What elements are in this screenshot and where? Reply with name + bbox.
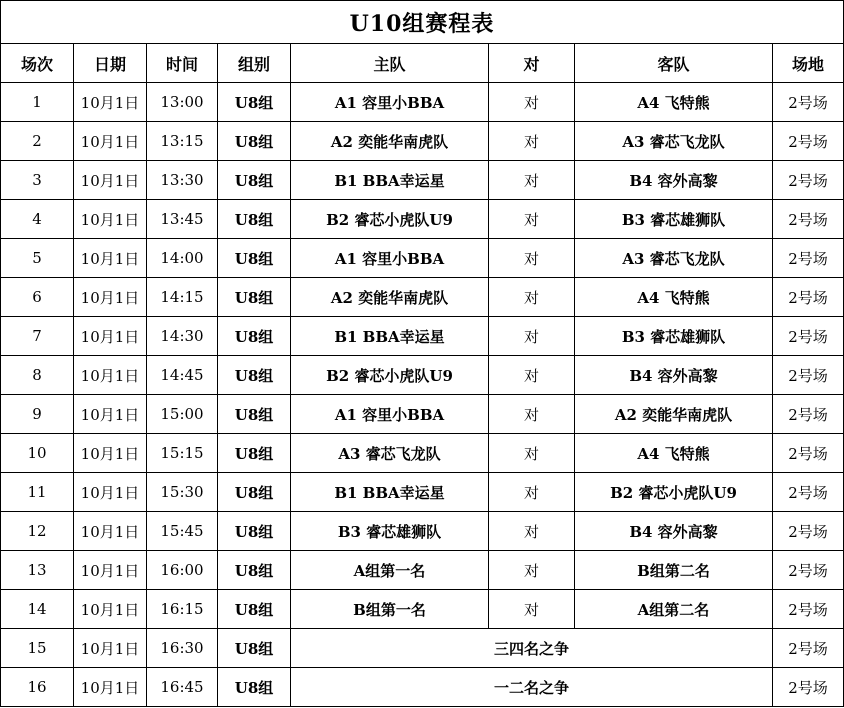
time-cell: 16:00	[147, 551, 218, 590]
away-team-cell: B组第二名	[575, 551, 773, 590]
time-cell: 15:30	[147, 473, 218, 512]
match-no-cell: 16	[1, 668, 74, 707]
vs-cell: 对	[489, 317, 575, 356]
group-cell: U8组	[218, 239, 291, 278]
venue-cell: 2号场	[773, 512, 844, 551]
away-team-cell: A3 睿芯飞龙队	[575, 122, 773, 161]
table-row	[1, 434, 844, 473]
vs-cell: 对	[489, 122, 575, 161]
away-team-cell: B2 睿芯小虎队U9	[575, 473, 773, 512]
match-no-cell: 10	[1, 434, 74, 473]
vs-cell: 对	[489, 395, 575, 434]
match-no-cell: 4	[1, 200, 74, 239]
vs-cell: 对	[489, 356, 575, 395]
table-row	[1, 317, 844, 356]
time-cell: 14:45	[147, 356, 218, 395]
venue-cell: 2号场	[773, 473, 844, 512]
venue-cell: 2号场	[773, 122, 844, 161]
away-team-cell: A4 飞特熊	[575, 278, 773, 317]
date-cell: 10月1日	[74, 590, 147, 629]
table-row	[1, 668, 844, 707]
match-no-cell: 14	[1, 590, 74, 629]
vs-cell: 对	[489, 473, 575, 512]
date-cell: 10月1日	[74, 278, 147, 317]
away-team-cell: A2 奕能华南虎队	[575, 395, 773, 434]
home-team-cell: B1 BBA幸运星	[291, 473, 489, 512]
time-cell: 13:00	[147, 83, 218, 122]
vs-cell: 对	[489, 551, 575, 590]
vs-cell: 对	[489, 161, 575, 200]
time-cell: 15:45	[147, 512, 218, 551]
table-row	[1, 278, 844, 317]
home-team-cell: A3 睿芯飞龙队	[291, 434, 489, 473]
header-away-team: 客队	[575, 44, 773, 83]
venue-cell: 2号场	[773, 83, 844, 122]
header-venue: 场地	[773, 44, 844, 83]
home-team-cell: A1 容里小BBA	[291, 395, 489, 434]
match-description-cell: 三四名之争	[291, 629, 773, 668]
home-team-cell: B1 BBA幸运星	[291, 317, 489, 356]
time-cell: 16:30	[147, 629, 218, 668]
time-cell: 16:15	[147, 590, 218, 629]
vs-cell: 对	[489, 239, 575, 278]
table-title: U10组赛程表	[1, 1, 844, 44]
group-cell: U8组	[218, 122, 291, 161]
time-cell: 14:00	[147, 239, 218, 278]
table-row	[1, 473, 844, 512]
venue-cell: 2号场	[773, 395, 844, 434]
home-team-cell: A组第一名	[291, 551, 489, 590]
time-cell: 15:15	[147, 434, 218, 473]
time-cell: 13:15	[147, 122, 218, 161]
venue-cell: 2号场	[773, 629, 844, 668]
header-vs: 对	[489, 44, 575, 83]
away-team-cell: B4 容外高黎	[575, 512, 773, 551]
header-group: 组别	[218, 44, 291, 83]
header-match-no: 场次	[1, 44, 74, 83]
vs-cell: 对	[489, 278, 575, 317]
match-no-cell: 2	[1, 122, 74, 161]
vs-cell: 对	[489, 200, 575, 239]
venue-cell: 2号场	[773, 317, 844, 356]
table-row	[1, 395, 844, 434]
away-team-cell: A3 睿芯飞龙队	[575, 239, 773, 278]
date-cell: 10月1日	[74, 122, 147, 161]
date-cell: 10月1日	[74, 200, 147, 239]
home-team-cell: B组第一名	[291, 590, 489, 629]
group-cell: U8组	[218, 590, 291, 629]
date-cell: 10月1日	[74, 629, 147, 668]
away-team-cell: B4 容外高黎	[575, 161, 773, 200]
group-cell: U8组	[218, 629, 291, 668]
match-no-cell: 9	[1, 395, 74, 434]
table-row	[1, 356, 844, 395]
table-row	[1, 239, 844, 278]
group-cell: U8组	[218, 83, 291, 122]
venue-cell: 2号场	[773, 434, 844, 473]
group-cell: U8组	[218, 473, 291, 512]
time-cell: 14:30	[147, 317, 218, 356]
venue-cell: 2号场	[773, 200, 844, 239]
match-no-cell: 7	[1, 317, 74, 356]
match-no-cell: 6	[1, 278, 74, 317]
header-date: 日期	[74, 44, 147, 83]
vs-cell: 对	[489, 83, 575, 122]
group-cell: U8组	[218, 395, 291, 434]
header-time: 时间	[147, 44, 218, 83]
date-cell: 10月1日	[74, 395, 147, 434]
time-cell: 15:00	[147, 395, 218, 434]
table-row	[1, 512, 844, 551]
date-cell: 10月1日	[74, 356, 147, 395]
date-cell: 10月1日	[74, 551, 147, 590]
home-team-cell: B1 BBA幸运星	[291, 161, 489, 200]
date-cell: 10月1日	[74, 83, 147, 122]
table-row	[1, 83, 844, 122]
group-cell: U8组	[218, 161, 291, 200]
date-cell: 10月1日	[74, 317, 147, 356]
table-row	[1, 200, 844, 239]
home-team-cell: A2 奕能华南虎队	[291, 122, 489, 161]
away-team-cell: A4 飞特熊	[575, 434, 773, 473]
match-no-cell: 3	[1, 161, 74, 200]
group-cell: U8组	[218, 551, 291, 590]
away-team-cell: B4 容外高黎	[575, 356, 773, 395]
venue-cell: 2号场	[773, 161, 844, 200]
group-cell: U8组	[218, 278, 291, 317]
home-team-cell: A2 奕能华南虎队	[291, 278, 489, 317]
home-team-cell: B3 睿芯雄狮队	[291, 512, 489, 551]
table-row	[1, 122, 844, 161]
match-description-cell: 一二名之争	[291, 668, 773, 707]
time-cell: 13:30	[147, 161, 218, 200]
date-cell: 10月1日	[74, 434, 147, 473]
match-no-cell: 11	[1, 473, 74, 512]
home-team-cell: B2 睿芯小虎队U9	[291, 200, 489, 239]
away-team-cell: A组第二名	[575, 590, 773, 629]
match-no-cell: 5	[1, 239, 74, 278]
time-cell: 14:15	[147, 278, 218, 317]
home-team-cell: A1 容里小BBA	[291, 239, 489, 278]
venue-cell: 2号场	[773, 590, 844, 629]
date-cell: 10月1日	[74, 473, 147, 512]
group-cell: U8组	[218, 668, 291, 707]
table-row	[1, 161, 844, 200]
header-row	[1, 44, 844, 83]
match-no-cell: 12	[1, 512, 74, 551]
group-cell: U8组	[218, 317, 291, 356]
vs-cell: 对	[489, 512, 575, 551]
venue-cell: 2号场	[773, 239, 844, 278]
vs-cell: 对	[489, 590, 575, 629]
group-cell: U8组	[218, 356, 291, 395]
venue-cell: 2号场	[773, 668, 844, 707]
match-no-cell: 8	[1, 356, 74, 395]
away-team-cell: B3 睿芯雄狮队	[575, 317, 773, 356]
time-cell: 13:45	[147, 200, 218, 239]
away-team-cell: A4 飞特熊	[575, 83, 773, 122]
venue-cell: 2号场	[773, 551, 844, 590]
header-home-team: 主队	[291, 44, 489, 83]
home-team-cell: B2 睿芯小虎队U9	[291, 356, 489, 395]
venue-cell: 2号场	[773, 356, 844, 395]
match-no-cell: 1	[1, 83, 74, 122]
group-cell: U8组	[218, 512, 291, 551]
home-team-cell: A1 容里小BBA	[291, 83, 489, 122]
group-cell: U8组	[218, 200, 291, 239]
date-cell: 10月1日	[74, 668, 147, 707]
date-cell: 10月1日	[74, 512, 147, 551]
table-row	[1, 629, 844, 668]
date-cell: 10月1日	[74, 161, 147, 200]
table-row	[1, 590, 844, 629]
venue-cell: 2号场	[773, 278, 844, 317]
time-cell: 16:45	[147, 668, 218, 707]
vs-cell: 对	[489, 434, 575, 473]
table-row	[1, 551, 844, 590]
match-no-cell: 13	[1, 551, 74, 590]
away-team-cell: B3 睿芯雄狮队	[575, 200, 773, 239]
match-no-cell: 15	[1, 629, 74, 668]
date-cell: 10月1日	[74, 239, 147, 278]
group-cell: U8组	[218, 434, 291, 473]
